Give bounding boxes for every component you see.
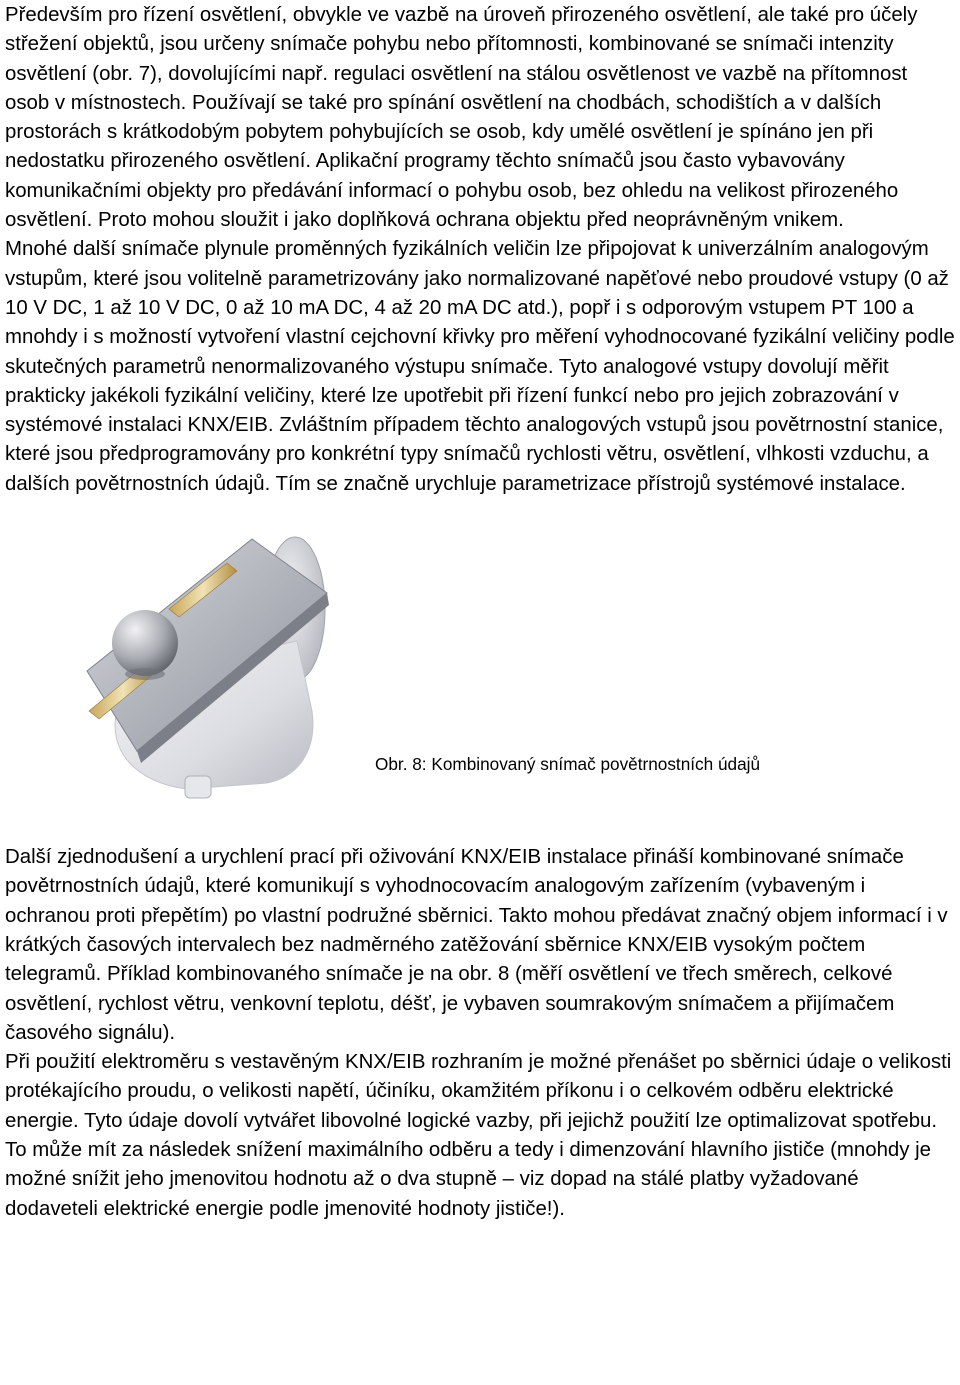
paragraph-motion-sensors: Především pro řízení osvětlení, obvykle ve vazbě na úroveň přirozeného osvětlení, ale také pro účely střežení objektů, jsou určeny snímače pohybu nebo přítomnosti, kombinované se snímači intenzity osvětlení (obr. 7), dovolujícími např. regulaci osvětlení na stálou osvětlenost ve vazbě na přítomnost osob v místnostech. Používají se také pro spínání osvětlení na chodbách, schodištích a v dalších prostorách s krátkodobým pobytem pohybujících se osob, kdy umělé osvětlení je spínáno jen při nedostatku přirozeného osvětlení. Aplikační programy těchto snímačů jsou často vybavovány komunikačními objekty pro předávání informací o pohybu osob, bez ohledu na velikost přirozeného osvětlení. Proto mohou sloužit i jako doplňková ochrana objektu před neoprávněným vnikem. [5, 4, 918, 232]
text-block-bottom [5, 843, 955, 1224]
weather-sensor-illustration [77, 521, 377, 843]
text-block-top [5, 0, 955, 499]
figure-weather-sensor [5, 521, 955, 843]
paragraph-combined-sensors: Další zjednodušení a urychlení prací při oživování KNX/EIB instalace přináší kombinované snímače povětrnostních údajů, které komunikují s vyhodnocovacím analogovým zařízením (vybaveným i ochranou proti přepětím) po vlastní podružné sběrnici. Takto mohou předávat značný objem informací i v krátkých časových intervalech bez nadměrného zatěžování sběrnice KNX/EIB vysokým počtem telegramů. Příklad kombinovaného snímače je na obr. 8 (měří osvětlení ve třech směrech, celkové osvětlení, rychlost větru, venkovní teplotu, déšť, je vybaven soumrakovým snímačem a přijímačem časového signálu). [5, 846, 948, 1044]
figure-caption: Obr. 8: Kombinovaný snímač povětrnostních údajů [375, 754, 761, 775]
paragraph-analog-inputs: Mnohé další snímače plynule proměnných fyzikálních veličin lze připojovat k univerzálním analogovým vstupům, které jsou volitelně parametrizovány jako normalizované napěťové nebo proudové vstupy (0 až 10 V DC, 1 až 10 V DC, 0 až 10 mA DC, 4 až 20 mA DC atd.), popř i s odporovým vstupem PT 100 a mnohdy i s možností vytvoření vlastní cejchovní křivky pro měření vyhodnocované fyzikální veličiny podle skutečných parametrů nenormalizovaného výstupu snímače. Tyto analogové vstupy dovolují měřit prakticky jakékoli fyzikální veličiny, které lze upotřebit při řízení funkcí nebo pro jejich zobrazování v systémové instalaci KNX/EIB. Zvláštním případem těchto analogových vstupů jsou povětrnostní stanice, které jsou předprogramovány pro konkrétní typy snímačů rychlosti větru, osvětlení, vlhkosti vzduchu, a dalších povětrnostních údajů. Tím se značně urychluje parametrizace přístrojů systémové instalace. [5, 238, 955, 495]
document-body [5, 0, 955, 1224]
paragraph-electricity-meter: Při použití elektroměru s vestavěným KNX/EIB rozhraním je možné přenášet po sběrnici údaje o velikosti protékajícího proudu, o velikosti napětí, účiníku, okamžitém příkonu i o celkovém odběru elektrické energie. Tyto údaje dovolí vytvářet libovolné logické vazby, při jejichž použití lze optimalizovat spotřebu. To může mít za následek snížení maximálního odběru a tedy i dimenzování hlavního jističe (mnohdy je možné snížit jeho jmenovitou hodnotu až o dva stupně – viz dopad na stálé platby vyžadované dodaveteli elektrické energie podle jmenovité hodnoty jističe!). [5, 1051, 952, 1220]
